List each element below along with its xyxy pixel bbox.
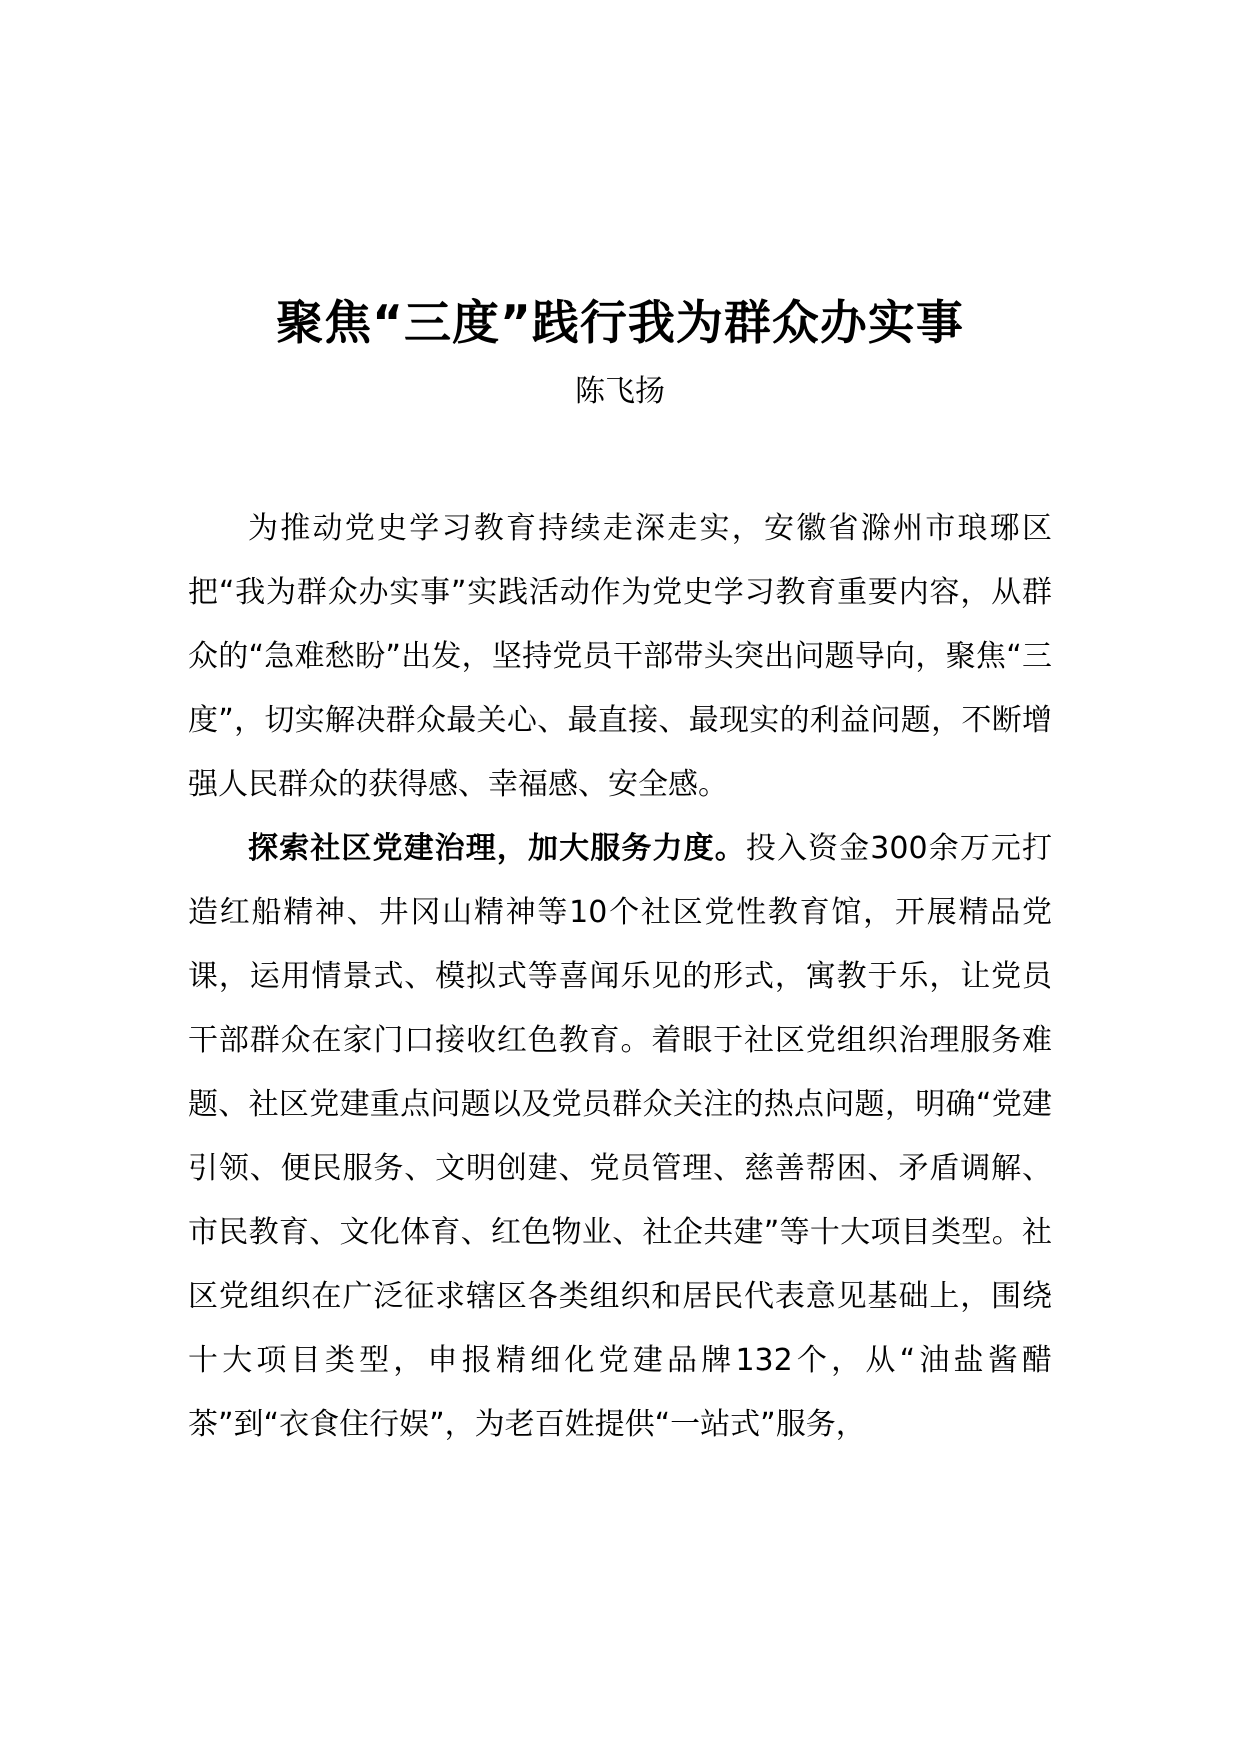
- document-title: 聚焦“三度”践行我为群众办实事: [276, 296, 964, 351]
- paragraph-intro: [188, 497, 1052, 817]
- paragraph-text: 为推动党史学习教育持续走深走实，安徽省滁州市琅琊区把“我为群众办实事”实践活动作为党史学习教育重要内容，从群众的“急难愁盼”出发，坚持党员干部带头突出问题导向，聚焦“三度”，切实解决群众最关心、最直接、最现实的利益问题，不断增强人民群众的获得感、幸福感、安全感。: [188, 511, 1052, 802]
- paragraph-text: 投入资金300余万元打造红船精神、井冈山精神等10个社区党性教育馆，开展精品党课，运用情景式、模拟式等喜闻乐见的形式，寓教于乐，让党员干部群众在家门口接收红色教育。着眼于社区党组织治理服务难题、社区党建重点问题以及党员群众关注的热点问题，明确“党建引领、便民服务、文明创建、党员管理、慈善帮困、矛盾调解、市民教育、文化体育、红色物业、社企共建”等十大项目类型。社区党组织在广泛征求辖区各类组织和居民代表意见基础上，围绕十大项目类型，申报精细化党建品牌132个，从“油盐酱醋茶”到“衣食住行娱”，为老百姓提供“一站式”服务，: [188, 831, 1053, 1442]
- paragraph-community-service: [188, 817, 1052, 1457]
- article-body: [188, 497, 1052, 1457]
- author-name: 陈飞扬: [575, 374, 665, 409]
- paragraph-lead-heading: 探索社区党建治理，加大服务力度。: [248, 831, 746, 866]
